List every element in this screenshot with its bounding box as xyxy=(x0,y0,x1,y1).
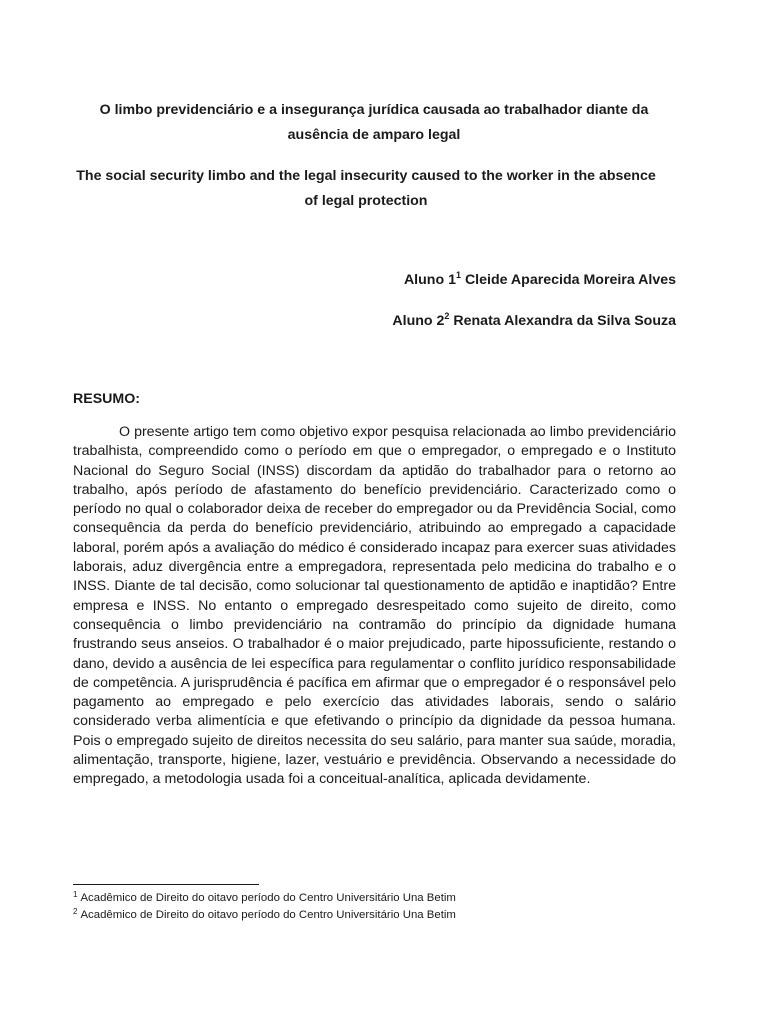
author-2-footnote-marker: 2 xyxy=(444,311,450,321)
footnote-2 xyxy=(73,908,456,922)
footnote-1-text: Acadêmico de Direito do oitavo período do Centro Universitário Una Betim xyxy=(80,892,456,904)
author-2-name: Renata Alexandra da Silva Souza xyxy=(453,313,676,329)
author-1 xyxy=(404,271,676,289)
author-1-prefix: Aluno 1 xyxy=(403,272,456,288)
title-english: The social security limbo and the legal insecurity caused to the worker in the absence of legal protection xyxy=(76,168,656,209)
footnote-2-text: Acadêmico de Direito do oitavo período do Centro Universitário Una Betim xyxy=(80,909,456,921)
author-1-footnote-marker: 1 xyxy=(455,270,461,280)
footnote-2-marker: 2 xyxy=(73,907,78,916)
abstract-heading: RESUMO: xyxy=(73,391,140,407)
title-portuguese: O limbo previdenciário e a insegurança jurídica causada ao trabalhador diante da ausência de amparo legal xyxy=(99,102,649,143)
footnote-separator xyxy=(73,884,259,885)
footnote-1-marker: 1 xyxy=(73,890,78,899)
author-1-name: Cleide Aparecida Moreira Alves xyxy=(464,272,676,288)
abstract-body: O presente artigo tem como objetivo expor pesquisa relacionada ao limbo previdenciário trabalhista, compreendido como o período em que o empregador, o empregado e o Instituto Nacional do Seguro Social (INSS) discordam da aptidão do trabalhador para o retorno ao trabalho, após período de afastamento do benefício previdenciário. Caracterizado como o período no qual o colaborador deixa de receber do empregador ou da Previdência Social, como consequência da perda do benefício previdenciário, atribuindo ao empregado a capacidade laboral, porém após a avaliação do médico é considerado incapaz para exercer suas atividades laborais, aduz divergência entre a empregadora, representada pelo medicina do trabalho e o INSS. Diante de tal decisão, como solucionar tal questionamento de aptidão e inaptidão? Entre empresa e INSS. No entanto o empregado desrespeitado como sujeito de direito, como consequência o limbo previdenciário na contramão do princípio da dignidade humana frustrando seus anseios. O trabalhador é o maior prejudicado, parte hipossuficiente, restando o dano, devido a ausência de lei específica para regulamentar o conflito jurídico responsabilidade de competência. A jurisprudência é pacífica em afirmar que o empregador é o responsável pelo pagamento ao empregado e pelo exercício das atividades laborais, sendo o salário considerado verba alimentícia e que efetivando o princípio da dignidade da pessoa humana. Pois o empregado sujeito de direitos necessita do seu salário, para manter sua saúde, moradia, alimentação, transporte, higiene, lazer, vestuário e previdência. Observando a necessidade do empregado, a metodologia usada foi a conceitual-analítica, aplicada devidamente. xyxy=(73,424,676,788)
author-2 xyxy=(392,312,676,330)
footnote-1 xyxy=(73,891,456,905)
author-2-prefix: Aluno 2 xyxy=(392,313,445,329)
